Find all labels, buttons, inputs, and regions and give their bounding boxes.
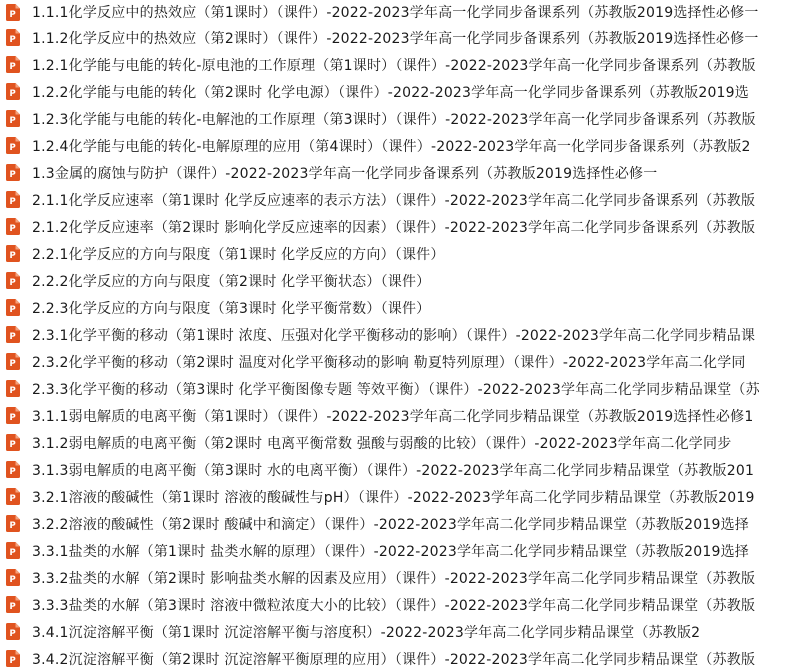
file-list-item[interactable]	[0, 213, 787, 240]
powerpoint-file-icon	[6, 407, 20, 424]
file-name: 2.3.2化学平衡的移动（第2课时 温度对化学平衡移动的影响 勒夏特列原理）（课件）-2022-2023学年高二化学同	[32, 354, 746, 371]
icon-letter: P	[9, 467, 16, 477]
file-list-item[interactable]	[0, 348, 787, 375]
file-list-item[interactable]	[0, 510, 787, 537]
powerpoint-file-icon	[6, 434, 20, 451]
file-name: 1.1.2化学反应中的热效应（第2课时）（课件）-2022-2023学年高一化学同步备课系列（苏教版2019选择性必修一	[32, 30, 759, 47]
powerpoint-file-icon	[6, 110, 20, 127]
file-name: 3.1.3弱电解质的电离平衡（第3课时 水的电离平衡）（课件）-2022-2023学年高二化学同步精品课堂（苏教版201	[32, 462, 755, 479]
powerpoint-file-icon	[6, 29, 20, 46]
icon-letter: P	[9, 440, 16, 450]
file-name: 2.1.2化学反应速率（第2课时 影响化学反应速率的因素）（课件）-2022-2023学年高二化学同步备课系列（苏教版	[32, 219, 756, 236]
icon-letter: P	[9, 548, 16, 558]
file-name: 3.4.2沉淀溶解平衡（第2课时 沉淀溶解平衡原理的应用）（课件）-2022-2023学年高二化学同步精品课堂（苏教版	[32, 651, 756, 668]
icon-letter: P	[9, 170, 16, 180]
file-list-item[interactable]	[0, 564, 787, 591]
powerpoint-file-icon	[6, 569, 20, 586]
file-name: 1.2.3化学能与电能的转化-电解池的工作原理（第3课时）（课件）-2022-2023学年高一化学同步备课系列（苏教版	[32, 111, 756, 128]
file-name: 1.2.4化学能与电能的转化-电解原理的应用（第4课时）（课件）-2022-2023学年高一化学同步备课系列（苏教版2	[32, 138, 751, 155]
file-name: 2.1.1化学反应速率（第1课时 化学反应速率的表示方法）（课件）-2022-2023学年高二化学同步备课系列（苏教版	[32, 192, 756, 209]
icon-letter: P	[9, 197, 16, 207]
powerpoint-file-icon	[6, 218, 20, 235]
file-list-item[interactable]	[0, 240, 787, 267]
icon-letter: P	[9, 494, 16, 504]
file-list-item[interactable]	[0, 591, 787, 618]
powerpoint-file-icon	[6, 380, 20, 397]
file-name: 2.2.1化学反应的方向与限度（第1课时 化学反应的方向）（课件）	[32, 246, 445, 263]
file-name: 1.2.2化学能与电能的转化（第2课时 化学电源）（课件）-2022-2023学年高一化学同步备课系列（苏教版2019选	[32, 84, 749, 101]
file-name: 2.3.3化学平衡的移动（第3课时 化学平衡图像专题 等效平衡）（课件）-2022-2023学年高二化学同步精品课堂（苏	[32, 381, 760, 398]
powerpoint-file-icon	[6, 164, 20, 181]
file-list-item[interactable]	[0, 0, 787, 24]
icon-letter: P	[9, 521, 16, 531]
icon-letter: P	[9, 278, 16, 288]
icon-letter: P	[9, 251, 16, 261]
file-name: 2.2.2化学反应的方向与限度（第2课时 化学平衡状态）（课件）	[32, 273, 431, 290]
file-name: 3.1.2弱电解质的电离平衡（第2课时 电离平衡常数 强酸与弱酸的比较）（课件）-2022-2023学年高二化学同步	[32, 435, 732, 452]
icon-letter: P	[9, 143, 16, 153]
powerpoint-file-icon	[6, 650, 20, 667]
icon-letter: P	[9, 35, 16, 45]
file-list-item[interactable]	[0, 321, 787, 348]
icon-letter: P	[9, 305, 16, 315]
powerpoint-file-icon	[6, 326, 20, 343]
file-list-item[interactable]	[0, 429, 787, 456]
file-name: 1.2.1化学能与电能的转化-原电池的工作原理（第1课时）（课件）-2022-2023学年高一化学同步备课系列（苏教版	[32, 57, 756, 74]
powerpoint-file-icon	[6, 137, 20, 154]
file-name: 3.2.2溶液的酸碱性（第2课时 酸碱中和滴定）（课件）-2022-2023学年高二化学同步精品课堂（苏教版2019选择	[32, 516, 749, 533]
powerpoint-file-icon	[6, 83, 20, 100]
icon-letter: P	[9, 602, 16, 612]
powerpoint-file-icon	[6, 191, 20, 208]
file-list-item[interactable]	[0, 402, 787, 429]
file-list-item[interactable]	[0, 186, 787, 213]
powerpoint-file-icon	[6, 596, 20, 613]
file-name: 3.3.1盐类的水解（第1课时 盐类水解的原理）（课件）-2022-2023学年高二化学同步精品课堂（苏教版2019选择	[32, 543, 749, 560]
file-list-item[interactable]	[0, 456, 787, 483]
icon-letter: P	[9, 359, 16, 369]
icon-letter: P	[9, 89, 16, 99]
file-name: 3.4.1沉淀溶解平衡（第1课时 沉淀溶解平衡与溶度积）-2022-2023学年高二化学同步精品课堂（苏教版2	[32, 624, 701, 641]
icon-letter: P	[9, 116, 16, 126]
icon-letter: P	[9, 224, 16, 234]
file-name: 3.3.3盐类的水解（第3课时 溶液中微粒浓度大小的比较）（课件）-2022-2023学年高二化学同步精品课堂（苏教版	[32, 597, 756, 614]
file-list-item[interactable]	[0, 51, 787, 78]
file-list-item[interactable]	[0, 618, 787, 645]
icon-letter: P	[9, 629, 16, 639]
powerpoint-file-icon	[6, 542, 20, 559]
file-name: 1.3金属的腐蚀与防护（课件）-2022-2023学年高一化学同步备课系列（苏教版2019选择性必修一	[32, 165, 658, 182]
file-name: 2.3.1化学平衡的移动（第1课时 浓度、压强对化学平衡移动的影响）（课件）-2022-2023学年高二化学同步精品课	[32, 327, 756, 344]
file-list-item[interactable]	[0, 24, 787, 51]
powerpoint-file-icon	[6, 353, 20, 370]
file-list-item[interactable]	[0, 375, 787, 402]
icon-letter: P	[9, 575, 16, 585]
file-name: 3.3.2盐类的水解（第2课时 影响盐类水解的因素及应用）（课件）-2022-2023学年高二化学同步精品课堂（苏教版	[32, 570, 756, 587]
file-name: 3.2.1溶液的酸碱性（第1课时 溶液的酸碱性与pH）（课件）-2022-2023学年高二化学同步精品课堂（苏教版2019	[32, 489, 755, 506]
powerpoint-file-icon	[6, 623, 20, 640]
powerpoint-file-icon	[6, 56, 20, 73]
file-name: 3.1.1弱电解质的电离平衡（第1课时）（课件）-2022-2023学年高二化学同步精品课堂（苏教版2019选择性必修1	[32, 408, 754, 425]
file-list-item[interactable]	[0, 105, 787, 132]
file-list-item[interactable]	[0, 537, 787, 564]
file-list-item[interactable]	[0, 294, 787, 321]
icon-letter: P	[9, 656, 16, 666]
file-list-item[interactable]	[0, 159, 787, 186]
file-name: 1.1.1化学反应中的热效应（第1课时）（课件）-2022-2023学年高一化学同步备课系列（苏教版2019选择性必修一	[32, 5, 759, 21]
file-list-item[interactable]	[0, 267, 787, 294]
powerpoint-file-icon	[6, 245, 20, 262]
icon-letter: P	[9, 62, 16, 72]
icon-letter: P	[9, 332, 16, 342]
icon-letter: P	[9, 386, 16, 396]
powerpoint-file-icon	[6, 299, 20, 316]
icon-letter: P	[9, 9, 16, 20]
file-list-item[interactable]	[0, 132, 787, 159]
file-list-item[interactable]	[0, 483, 787, 510]
powerpoint-file-icon	[6, 461, 20, 478]
powerpoint-file-icon	[6, 272, 20, 289]
file-list-item[interactable]	[0, 78, 787, 105]
powerpoint-file-icon	[6, 515, 20, 532]
icon-letter: P	[9, 413, 16, 423]
file-name: 2.2.3化学反应的方向与限度（第3课时 化学平衡常数）（课件）	[32, 300, 431, 317]
file-list-item[interactable]	[0, 645, 787, 671]
powerpoint-file-icon	[6, 4, 20, 21]
powerpoint-file-icon	[6, 488, 20, 505]
